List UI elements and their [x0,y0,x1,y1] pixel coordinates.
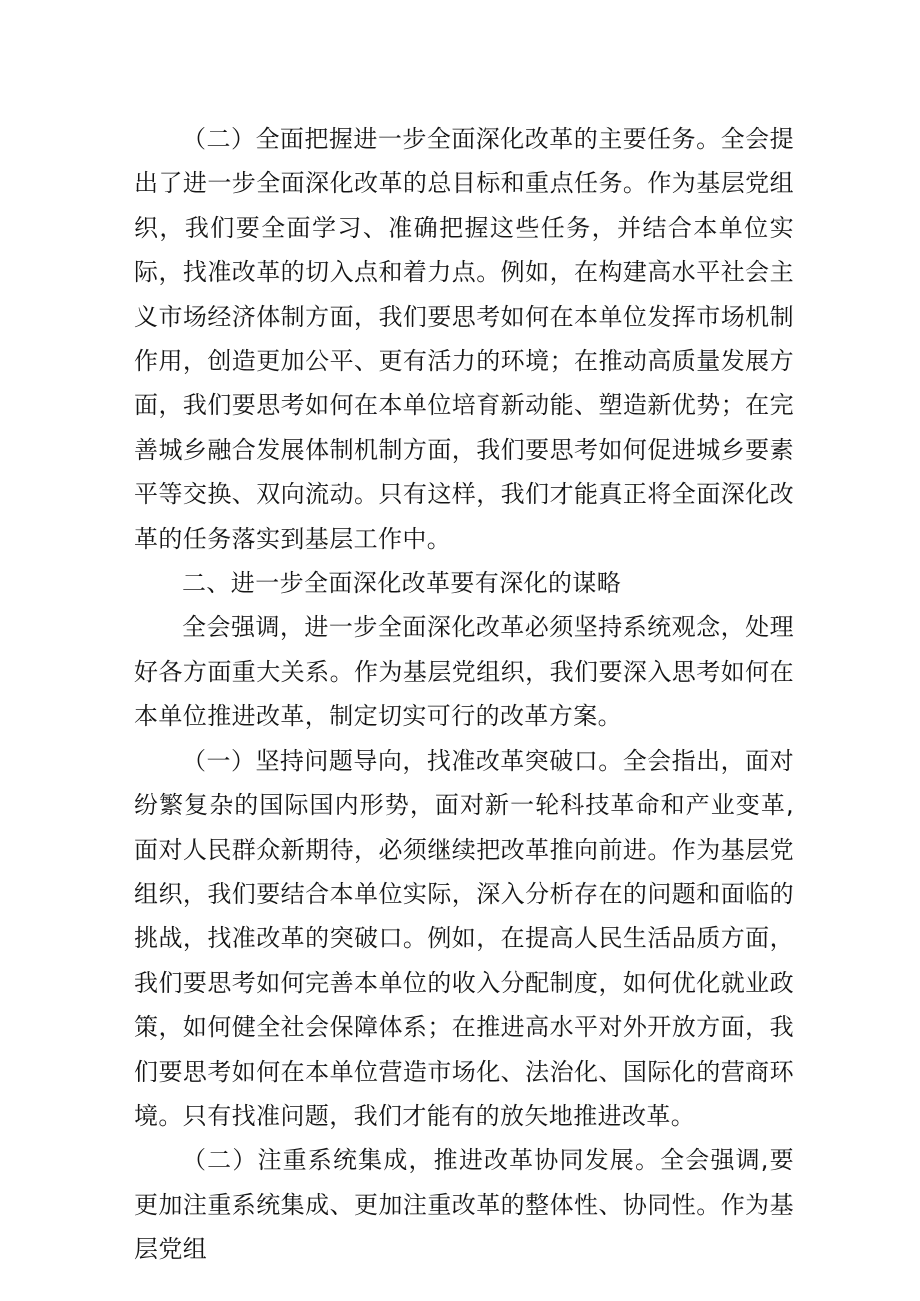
paragraph-task-overview: （二）全面把握进一步全面深化改革的主要任务。全会提出了进一步全面深化改革的总目标和重点任务。作为基层党组织，我们要全面学习、准确把握这些任务，并结合本单位实际，找准改革的切入点和着力点。例如，在构建高水平社会主义市场经济体制方面，我们要思考如何在本单位发挥市场机制作用，创造更加公平、更有活力的环境；在推动高质量发展方面，我们要思考如何在本单位培育新动能、塑造新优势；在完善城乡融合发展体制机制方面，我们要思考如何促进城乡要素平等交换、双向流动。只有这样，我们才能真正将全面深化改革的任务落实到基层工作中。 [134,125,794,553]
paragraph-system-integration: （二）注重系统集成，推进改革协同发展。全会强调,要更加注重系统集成、更加注重改革的整体性、协同性。作为基层党组 [134,1146,794,1264]
document-body [134,117,794,1272]
paragraph-problem-oriented: （一）坚持问题导向，找准改革突破口。全会指出，面对纷繁复杂的国际国内形势，面对新一轮科技革命和产业变革,面对人民群众新期待，必须继续把改革推向前进。作为基层党组织，我们要结合本单位实际，深入分析存在的问题和面临的挑战，找准改革的突破口。例如，在提高人民生活品质方面，我们要思考如何完善本单位的收入分配制度，如何优化就业政策，如何健全社会保障体系；在推进高水平对外开放方面，我们要思考如何在本单位营造市场化、法治化、国际化的营商环境。只有找准问题，我们才能有的放矢地推进改革。 [134,746,794,1130]
paragraph-system-view: 全会强调，进一步全面深化改革必须坚持系统观念，处理好各方面重大关系。作为基层党组织，我们要深入思考如何在本单位推进改革，制定切实可行的改革方案。 [134,613,794,731]
section-heading-strategy: 二、进一步全面深化改革要有深化的谋略 [182,569,622,598]
